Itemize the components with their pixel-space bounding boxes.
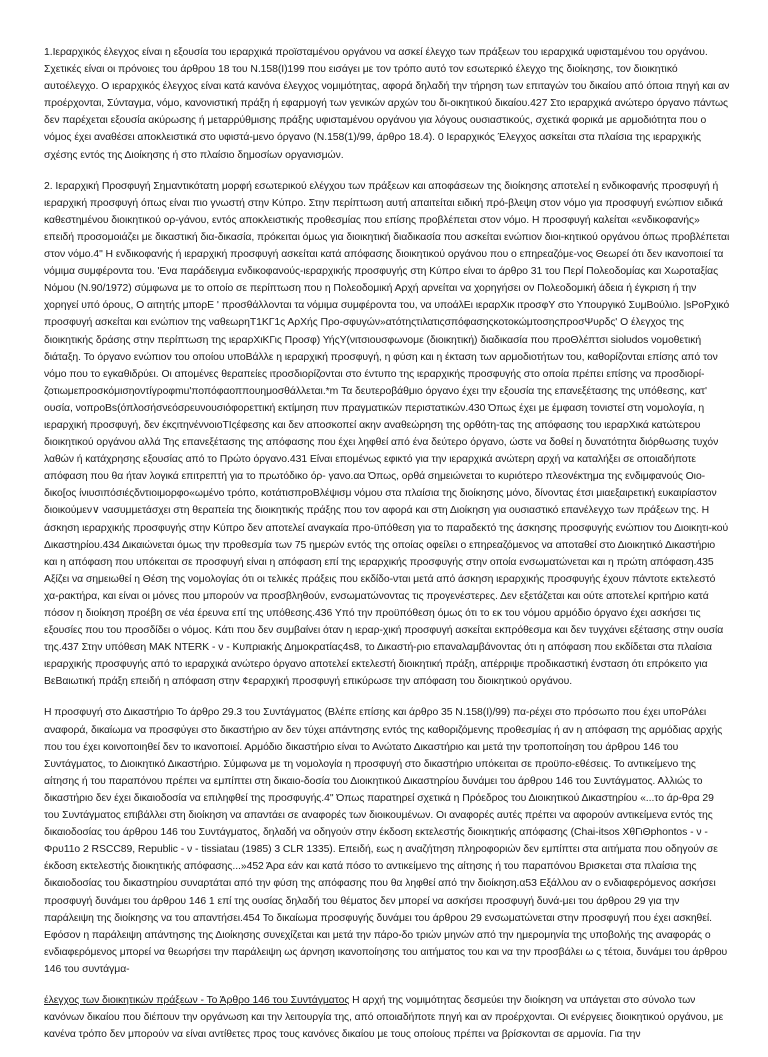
section-heading-underlined: έλεγχος των διοικητικών πράξεων - Το Άρθρο 146 του Συντάγματος xyxy=(44,994,350,1006)
paragraph-hierarchical-appeal: 2. Ιεραρχική Προσφυγή Σημαντικότατη μορφή εσωτερικού ελέγχου των πράξεων και αποφάσεων της διοίκησης αποτελεί η ενδικοφανής προσφυγή ή ιεραρχική προσφυγή όπως είναι πιο γνωστή στην Κύπρο. Στην περίπτωση αυτή απαιτείται ειδική πρό-βλεψη στον νόμο για προσφυγή ενώπιον ειδικά καθεστημένου διοικητικού ορ-γάνου, εντός αποκλειστικής προθεσμίας που επίσης προβλέπεται στον νόμο. Η προσφυγή καλείται «ενδικοφανής» επειδή προσομοιάζει με δικαστική δια-δικασία, πρόκειται όμως για διοικητική διαδικασία που ασκείται ενώπιον διοι-κητικού οργάνου όπως προβλέπεται στον νόμο.4" Η ενδικοφανής ή ιεραρχική προσφυγή ασκείται κατά απόφασης διοικητικού οργάνου που ο επηρεαζόμε-νος Θεωρεί ότι δεν ικανοποιεί τα νόμιμα συμφέροντα του. 'Ενα παράδειγμα ενδικοφανούς-ιεραρχικής προσφυγής στη Κύπρο είναι το άρθρο 31 του Περί Πολεοδομίας και Χωροταξίας Νόμου (N.90/1972) σύμφωνα με το οποίο σε περίπτωση που η Πολεοδομική Αρχή αρνείται να χορηγήσει ον Πολεοδομική άδεια ή έγκριση ή την χορηγεί υπό όρους, Ο αιτητής μπορΕ ' προσθάλλονται τα νόμιμα συμφέροντα του, να υποάλΕι ιεραρΧικ ιτροσφΥ στο Υπουργικό ΣυμΒούλιο. |sPoΡχικό προσφυγή ασκείται και ενώπιον της ναθεωρηΤ1ΚΓ1ς ΑρΧής Προ-σφυγών»ατότηςτιλατιςσπόφασηςκοτοκώμτοσηςπροσΨυρδς' Ο έλεγχος της διοικητικής δράσης στην περίπτωση της ιεραρΧιΚΓις Προσφ) ΥήςΥ(νιτσιουσφωνομε (διοικητική) διαδικασία που προΘλέπτσι siοlυdos νομοθετική διάταξη. Το όργανο ενώπιον του οποίου υποΒάλλε η ιεραρχική προσφυγή, η φύση και η έκταση των αρμοδιοτήτων του, καθορίζονται επίσης από τον νόμο που το εγκαθιδρύει. Οι απομένες θεραπείες ιτροσδιορίζονται στο έντυπο της ιεραρχικής προσφυγής στο οποία πρέπει επίσης να προσδιορί-ζοτιωμεπροσκόμισηοντίγροφmu'ποπόφαοππουημοσθάλλεται.*m Τα δευτεροβάθμιο όργανο έχει την εξουσία της επανεξέτασης της υπόθεσης, κατ' ουσία, νοπροΒs(όπλοσήσνεόσρευνουσιόφορεττική εκτίμηση πυν πραγματικών περιστατικών.430 Όπως έχει με έμφαση τονιστεί στη νομολογία, η ιεραρχική προσφυγή, δεν έκςιτηνέννοιοΤΙςέφεσης και δεν αποσκοπεί ακην αναθεώρηση της ορθότη-τας της απόφασης του ιεραρΧικά κατώτερου διοικητικού οργάνου αλλά Της επανεξέτασης της απόφασης που έχει ληφθεί από ένα δεύτερο όργανο, ώστε να δοθεί η δυνατότητα διόρθωσης τυχόν λαθών ή κατάχρησης εξουσίας από το Πρώτο όργανο.431 Είναι επομένως εφικτό για την ιεραρχικά ανώτερη αρχή να καταλήξει σε οποιαδήποτε απόφαση που θα ήταν λογικά επιτρεπτή για το πρωτόδικο όρ- γανο.αα Όπως, ορθά σημειώνεται το κυριότερο πλεονέκτημα της ενδιμφανούς Οιο-δικο[ος ίνιυσιπόσιέςδντιοιμορφο«ωμένο τρόπο, κοτάτισπροΒλέψισμ νόμου στα πλαίσια της διοίκησης μόνο, δίνοντας έτσι μιαεξαιρετική ευκαιρίαστον διοικούμεν∨ νασυμμετάσχει στη θεραπεία της διοικητικής πράξης που τον αφορά και στη Διοίκηση για ουσιαστικό επανέλεγχο των πράξεων της. Η άσκηση ιεραρχικής προσφυγής στην Κύπρο δεν αποτελεί αναγκαία προ-ϋπόθεση για το παραδεκτό της άσκησης προσφυγής ενώπιον του Διοικητι-κού Δικαστηρίου.434 Δικαιώνεται όμως την προθεσμία των 75 ημερών εντός της οποίας οφείλει ο επηρεαζόμενος να αποταθεί στο Διοικητικό Δικαστήριο και η απόφαση που υπόκειται σε προσφυγή είναι η απόφαση επί της ιεραρχικής προσφυγής στην οποία ενσωματώνεται και η πρώτη απόφαση.435 Αξίζει να σημειωθεί η Θέση της νομολογίας ότι οι τελικές πράξεις που εκδίδο-νται μετά από άσκηση ιεραρχικής προσφυγής έχουν πάντοτε εκτελεστό χα-ρακτήρα, και είναι οι μόνες που μπορούν να προσβληθούν, ενσωματώνοντας τις προγενέστερες. Δεν εξετάζεται και ούτε αποτελεί κριτήριο κατά πόσον η διοίκηση προέβη σε νέα έρευνα επί της υπόθεσης.436 Υπό την προϋπόθεση όμως ότι το εκ του νόμου αρμόδιο όργανο έχει ασκήσει τις εξουσίες που του προσδίδει ο νόμος. Κάτι που δεν συμβαίνει όταν η ιεραρ-χική προσφυγή ασκείται εκπρόθεσμα και δεν τυγχάνει εξέτασης στην ουσία της.437 Στην υπόθεση ΜΑΚ ΝΤΕRK - ν - Κυπριακής Δημοκρατίας4s8, το Δικαστή-ριο επαναλαμβάνοντας ότι η απόφαση που εκδίδεται στα πλαίσια ιεραρχικής προσφυγής από το ιεραρχικά ανώτερο όργανο αποτελεί εκτελεστή διοικητική πράξη, απέρριψε προδικαστική ένσταση ότι επρόκειτο για ΒεΒαιωτική πράξη επειδή η απόφαση στην ¢εραρχική προσφυγή επικύρωσε την απόφαση του διοικητικού οργάνου. xyxy=(44,180,730,688)
paragraph-article-146 xyxy=(44,992,730,1043)
paragraph-hierarchical-control: 1.Ιεραρχικός έλεγχος είναι η εξουσία του ιεραρχικά προϊσταμένου οργάνου να ασκεί έλεγχο των πράξεων του ιεραρχικά υφισταμένου του οργάνου. Σχετικές είναι οι πρόνοιες του άρθρου 18 του N.158(Ι)199 που εισάγει με τον τρόπο αυτό τον εσωτερικό έλεγχο της διοίκησης, τον διοικητικό αυτοέλεγχο. Ο ιεραρχικός έλεγχος είναι κατά κανόνα έλεγχος νομιμότητας, αφορά δηλαδή την τήρηση των επιταγών του δικαίου από όποια πηγή και αν προέρχονται, Σύνταγμα, νόμο, κανονιστική πράξη ή εφαρμογή των γενικών αρχών του δι-οικητικού δικαίου.427 Στο ιεραρχικά ανώτερο όργανο πάντως δεν παρέχεται εξουσία ακύρωσης ή μεταρρύθμισης πράξης υφισταμένου οργάνου για λόγους ουσιαστικούς, σχετικά φορικά με αρμοδιότητα που ο νόμος έχει αναθέσει αποκλειστικά στο υφιστά-μενο όργανο (N.158(1)/99, άρθρο 18.4). 0 Ιεραρχικός Έλεγχος ασκείται στα πλαίσια της ιεραρχικής σχέσης εντός της Διοίκησης ή στο πλαίσιο δημοσίων οργανισμών. xyxy=(44,47,730,161)
document-body xyxy=(44,44,730,1057)
paragraph-court-appeal: Η προσφυγή στο Δικαστήριο Το άρθρο 29.3 του Συντάγματος (Βλέπε επίσης και άρθρο 35 N.158(Ι)/99) πα-ρέχει στο πρόσωπο που έχει υποΡάλει αναφορά, δικαίωμα να προσφύγει στο δικαστήριο αν δεν τύχει απάντησης εντός της καθοριζόμενης προθεσμίας ή αν η απόφαση της αρμόδιας αρχής που του έχει κοινοποιηθεί δεν το ικανοποιεί. Αρμόδιο δικαστήριο είναι το Ανώτατο Δικαστήριο και μετά την τροποποίηση του άρθρου 146 του Συντάγματος, το Διοικητικό Δικαστήριο. Σύμφωνα με τη νομολογία η προσφυγή στο δικαστήριο υπόκειται σε προϋπο-εθέσεις. Το αντικείμενο της αίτησης ή του παραπόνου πρέπει να εμπίπτει στη δικαιο-δοσία του Διοικητικού Δικαστηρίου δυνάμει του άρθρου 146 του Συντάγματος. Αλλιώς το δικαστήριο δεν έχει δικαιοδοσία να επιληφθεί της προσφυγής.4" Όπως παρατηρεί σχετικά η Πρόεδρος του Διοικητικού Δικαστηρίου «...το άρ-θρα 29 του Συντάγματος επιβάλλει στη διοίκηση να απαντάει σε αναφορές των διοικουμένων. Οι αναφορές αυτές πρέπει να αφορούν αντικείμενα εντός της δικαιοδοσίας του άρθρου 146 του Συντάγματος, δηλαδή να οδηγούν στην έκδοση εκτελεστής διοικητικής απόφασης (Chai-itsos ΧθΓιΘphontos - ν - Φρυ11ο 2 RSCC89, Republic - ν - tissiatau (1985) 3 CLR 1335). Επειδή, εως η αναζήτηση πληροφοριών δεν εμπίπτει στα αιτήματα που οδηγούν σε έκδοση εκτελεστής διοικητικής απόφασης...»452 Άρα εάν και κατά πόσο το αντικείμενο της αίτησης ή του παραπόνου Βρισκεται στα πλαίσια της δικαιοδοσίας του δικαστηρίου συναρτάται από την φύση της απόφασης που θα ληφθεί από την διοίκηση.α53 Εξάλλου αν ο ενδιαφερόμενος ασκήσει προσφυγή δυνάμει του άρθρου 146 1 επί της ουσίας δηλαδή του θέματος δεν μπορεί να ασκήσει προσφυγή δυνά-μει του άρθρου 29 για την παράλειψη της διοίκησης να του απαντήσει.454 Το δικαίωμα προσφυγής δυνάμει του άρθρου 29 ενσωματώνεται στην προσφυγή που έχει ασκηθεί. Εφόσον η παράλειψη απάντησης της Διοίκησης συνεχίζεται και μετά την πάρο-δο τριών μηνών από την ημερομηνία της υποβολής της αναφοράς ο ενδιαφερόμενος μπορεί να θεωρήσει την παράλειψη ως άρνηση ικανοποίησης του αιτήματος του και να την προσβάλει ω ς τέτοια, δυνάμει του άρθρου 146 του συντάγμα- xyxy=(44,707,728,975)
paragraph-article-146-text: Η αρχή της νομιμότητας δεσμεύει την διοίκηση να υπάγεται στο σύνολο των κανόνων δικαίου που διέπουν την οργάνωση και την λειτουργία της, από οποιαδήποτε πηγή και αν προέρχονται. Οι ενέργειες διοικητικού οργάνου, με κανένα τρόπο δεν μπορούν να είναι αντίθετες προς τους κανόνες δικαίου με τους οποίους πρέπει να βρίσκονται σε αρμονία. Για την xyxy=(44,994,724,1041)
